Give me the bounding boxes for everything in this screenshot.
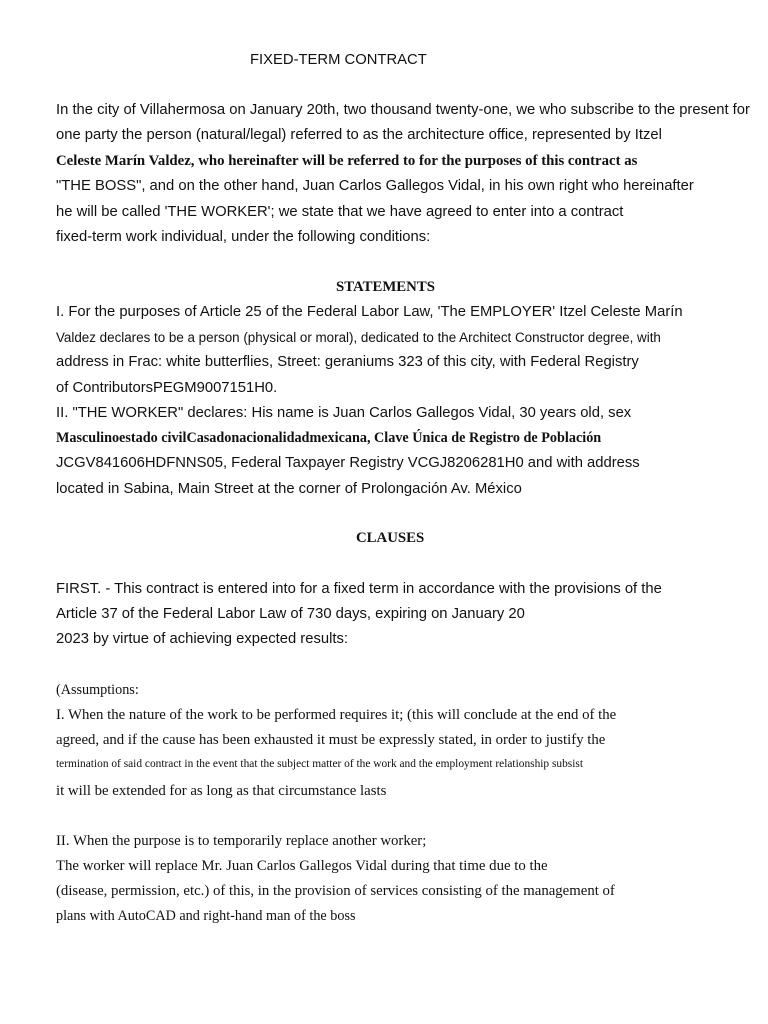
- intro-line: one party the person (natural/legal) referred to as the architecture office, represented by Itzel: [56, 127, 662, 143]
- intro-line: In the city of Villahermosa on January 20th, two thousand twenty-one, we who subscribe to the present for: [56, 102, 750, 118]
- clauses-heading: CLAUSES: [356, 530, 425, 546]
- clause-line: Article 37 of the Federal Labor Law of 730 days, expiring on January 20: [56, 606, 525, 622]
- statement-line: located in Sabina, Main Street at the corner of Prolongación Av. México: [56, 481, 522, 497]
- statement-line: of ContributorsPEGM9007151H0.: [56, 380, 278, 396]
- intro-line: he will be called 'THE WORKER'; we state that we have agreed to enter into a contract: [56, 204, 624, 220]
- second-assumption-line: plans with AutoCAD and right-hand man of the boss: [56, 908, 356, 924]
- statement-line: Masculinoestado civilCasadonacionalidadmexicana, Clave Única de Registro de Población: [56, 430, 602, 446]
- intro-line: fixed-term work individual, under the following conditions:: [56, 229, 431, 245]
- intro-line: "THE BOSS", and on the other hand, Juan Carlos Gallegos Vidal, in his own right who hereinafter: [56, 178, 694, 194]
- statement-line: Valdez declares to be a person (physical or moral), dedicated to the Architect Constructor degree, with: [56, 330, 661, 345]
- assumptions-line: (Assumptions:: [56, 682, 139, 698]
- second-assumption-line: The worker will replace Mr. Juan Carlos Gallegos Vidal during that time due to the: [56, 858, 548, 874]
- assumptions-line: termination of said contract in the event that the subject matter of the work and the employment relationship subsist: [56, 758, 583, 770]
- intro-line: Celeste Marín Valdez, who hereinafter will be referred to for the purposes of this contract as: [56, 153, 638, 169]
- statement-line: address in Frac: white butterflies, Street: geraniums 323 of this city, with Federal Registry: [56, 354, 639, 370]
- statement-line: I. For the purposes of Article 25 of the Federal Labor Law, 'The EMPLOYER' Itzel Celeste Marín: [56, 304, 683, 320]
- document-title: FIXED-TERM CONTRACT: [250, 52, 427, 68]
- assumptions-line: it will be extended for as long as that circumstance lasts: [56, 783, 387, 799]
- assumptions-line: I. When the nature of the work to be performed requires it; (this will conclude at the end of the: [56, 707, 617, 723]
- assumptions-line: agreed, and if the cause has been exhausted it must be expressly stated, in order to justify the: [56, 732, 606, 748]
- statements-heading: STATEMENTS: [336, 279, 435, 295]
- statement-line: JCGV841606HDFNNS05, Federal Taxpayer Registry VCGJ8206281H0 and with address: [56, 455, 640, 471]
- second-assumption-line: (disease, permission, etc.) of this, in the provision of services consisting of the management of: [56, 883, 615, 899]
- clause-line: FIRST. - This contract is entered into for a fixed term in accordance with the provisions of the: [56, 581, 662, 597]
- statement-line: II. "THE WORKER" declares: His name is Juan Carlos Gallegos Vidal, 30 years old, sex: [56, 405, 632, 421]
- clause-line: 2023 by virtue of achieving expected results:: [56, 631, 349, 647]
- second-assumption-line: II. When the purpose is to temporarily replace another worker;: [56, 833, 427, 849]
